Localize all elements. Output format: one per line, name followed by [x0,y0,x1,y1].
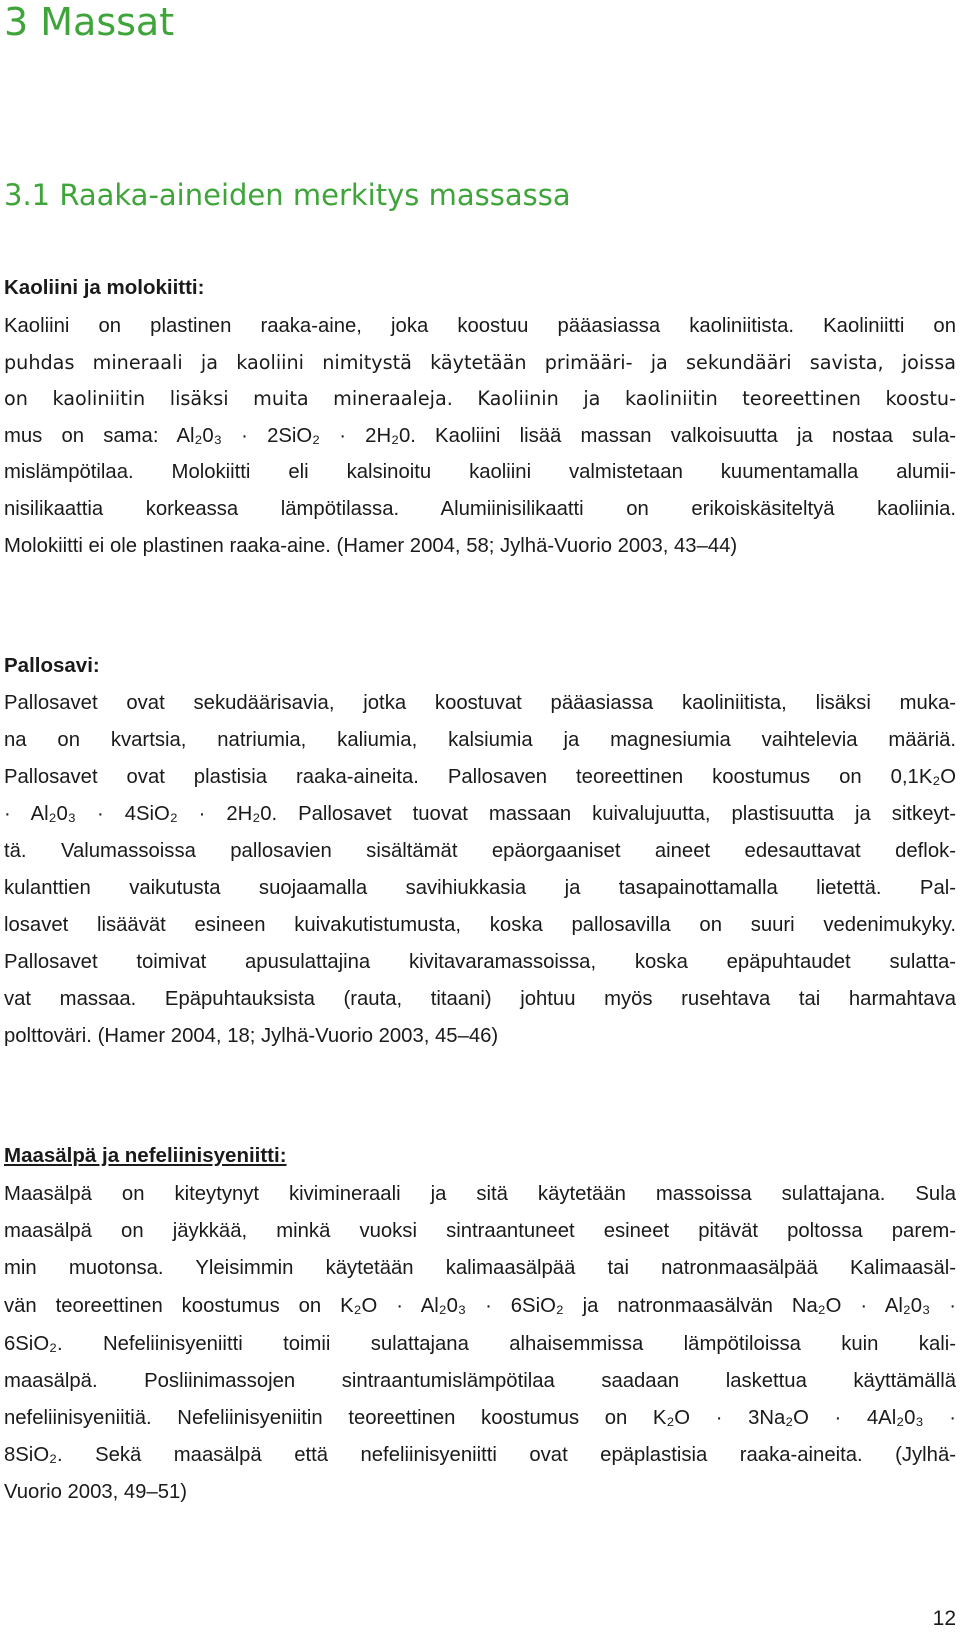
paragraph-line: Molokiitti ei ole plastinen raaka-aine. (Hamer 2004, 58; Jylhä-Vuorio 2003, 43–44) [4,535,738,557]
paragraph-line: mus on sama: Al₂0₃ · 2SiO₂ · 2H₂0. Kaoliini lisää massan valkoisuutta ja nostaa sula- [4,425,956,447]
paragraph-line: Pallosavet ovat plastisia raaka-aineita. Pallosaven teoreettinen koostumus on 0,1K₂O [4,766,956,788]
section-title-text: Maasälpä ja nefeliinisyeniitti: [4,1144,287,1167]
section-title-text: Pallosavi: [4,654,100,677]
paragraph-line: Pallosavet ovat sekudäärisavia, jotka koostuvat pääasiassa kaoliniitista, lisäksi muka- [4,692,956,714]
paragraph-line: polttoväri. (Hamer 2004, 18; Jylhä-Vuorio 2003, 45–46) [4,1025,499,1047]
paragraph-line: 6SiO₂. Nefeliinisyeniitti toimii sulattajana alhaisemmissa lämpötiloissa kuin kali- [4,1333,956,1355]
paragraph-line: 8SiO₂. Sekä maasälpä että nefeliinisyeniitti ovat epäplastisia raaka-aineita. (Jylhä- [4,1444,956,1466]
paragraph-line: vän teoreettinen koostumus on K₂O · Al₂0₃ · 6SiO₂ ja natronmaasälvän Na₂O · Al₂0₃ · [4,1295,956,1317]
section-title-pallosavi [4,652,100,680]
paragraph-line: Maasälpä on kiteytynyt kivimineraali ja sitä käytetään massoissa sulattajana. Sula [4,1183,956,1205]
paragraph-line: maasälpä on jäykkää, minkä vuoksi sintraantuneet esineet pitävät poltossa parem- [4,1220,956,1242]
paragraph-line: puhdas mineraali ja kaoliini nimitystä käytetään primääri- ja sekundääri savista, joissa [4,351,956,374]
paragraph-line: vat massaa. Epäpuhtauksista (rauta, titaani) johtuu myös rusehtava tai harmahtava [4,988,956,1010]
paragraph-line: kulanttien vaikutusta suojaamalla savihiukkasia ja tasapainottamalla lietettä. Pal- [4,877,956,899]
section-title-text: Kaoliini ja molokiitti: [4,276,205,299]
paragraph-line: on kaoliniitin lisäksi muita mineraaleja. Kaoliinin ja kaoliniitin teoreettinen koostu- [4,387,956,410]
page-number: 12 [932,1607,956,1630]
paragraph-line: nefeliinisyeniitiä. Nefeliinisyeniitin teoreettinen koostumus on K₂O · 3Na₂O · 4Al₂0₃ · [4,1407,956,1429]
paragraph-line: losavet lisäävät esineen kuivakutistumusta, koska pallosavilla on suuri vedenimukyky. [4,914,956,936]
paragraph-line: min muotonsa. Yleisimmin käytetään kalimaasälpää tai natronmaasälpää Kalimaasäl- [4,1257,956,1279]
paragraph-line: Vuorio 2003, 49–51) [4,1481,188,1503]
section-title-kaoliini [4,274,204,302]
paragraph-line: nisilikaattia korkeassa lämpötilassa. Alumiinisilikaatti on erikoiskäsiteltyä kaoliinia. [4,498,956,520]
paragraph-line: Kaoliini on plastinen raaka-aine, joka koostuu pääasiassa kaoliniitista. Kaoliniitti on [4,315,956,337]
paragraph-line: na on kvartsia, natriumia, kaliumia, kalsiumia ja magnesiumia vaihtelevia määriä. [4,729,956,751]
paragraph-line: tä. Valumassoissa pallosavien sisältämät epäorgaaniset aineet edesauttavat deflok- [4,840,956,862]
paragraph-line: · Al₂0₃ · 4SiO₂ · 2H₂0. Pallosavet tuovat massaan kuivalujuutta, plastisuutta ja sitkeyt- [4,803,956,825]
chapter-heading: 3 Massat [4,0,175,44]
section-title-maasalpa [4,1142,287,1170]
section-heading: 3.1 Raaka-aineiden merkitys massassa [4,178,571,212]
paragraph-line: Pallosavet toimivat apusulattajina kivitavaramassoissa, koska epäpuhtaudet sulatta- [4,951,956,973]
paragraph-line: maasälpä. Posliinimassojen sintraantumislämpötilaa saadaan laskettua käyttämällä [4,1370,956,1392]
paragraph-line: mislämpötilaa. Molokiitti eli kalsinoitu kaoliini valmistetaan kuumentamalla alumii- [4,461,956,483]
